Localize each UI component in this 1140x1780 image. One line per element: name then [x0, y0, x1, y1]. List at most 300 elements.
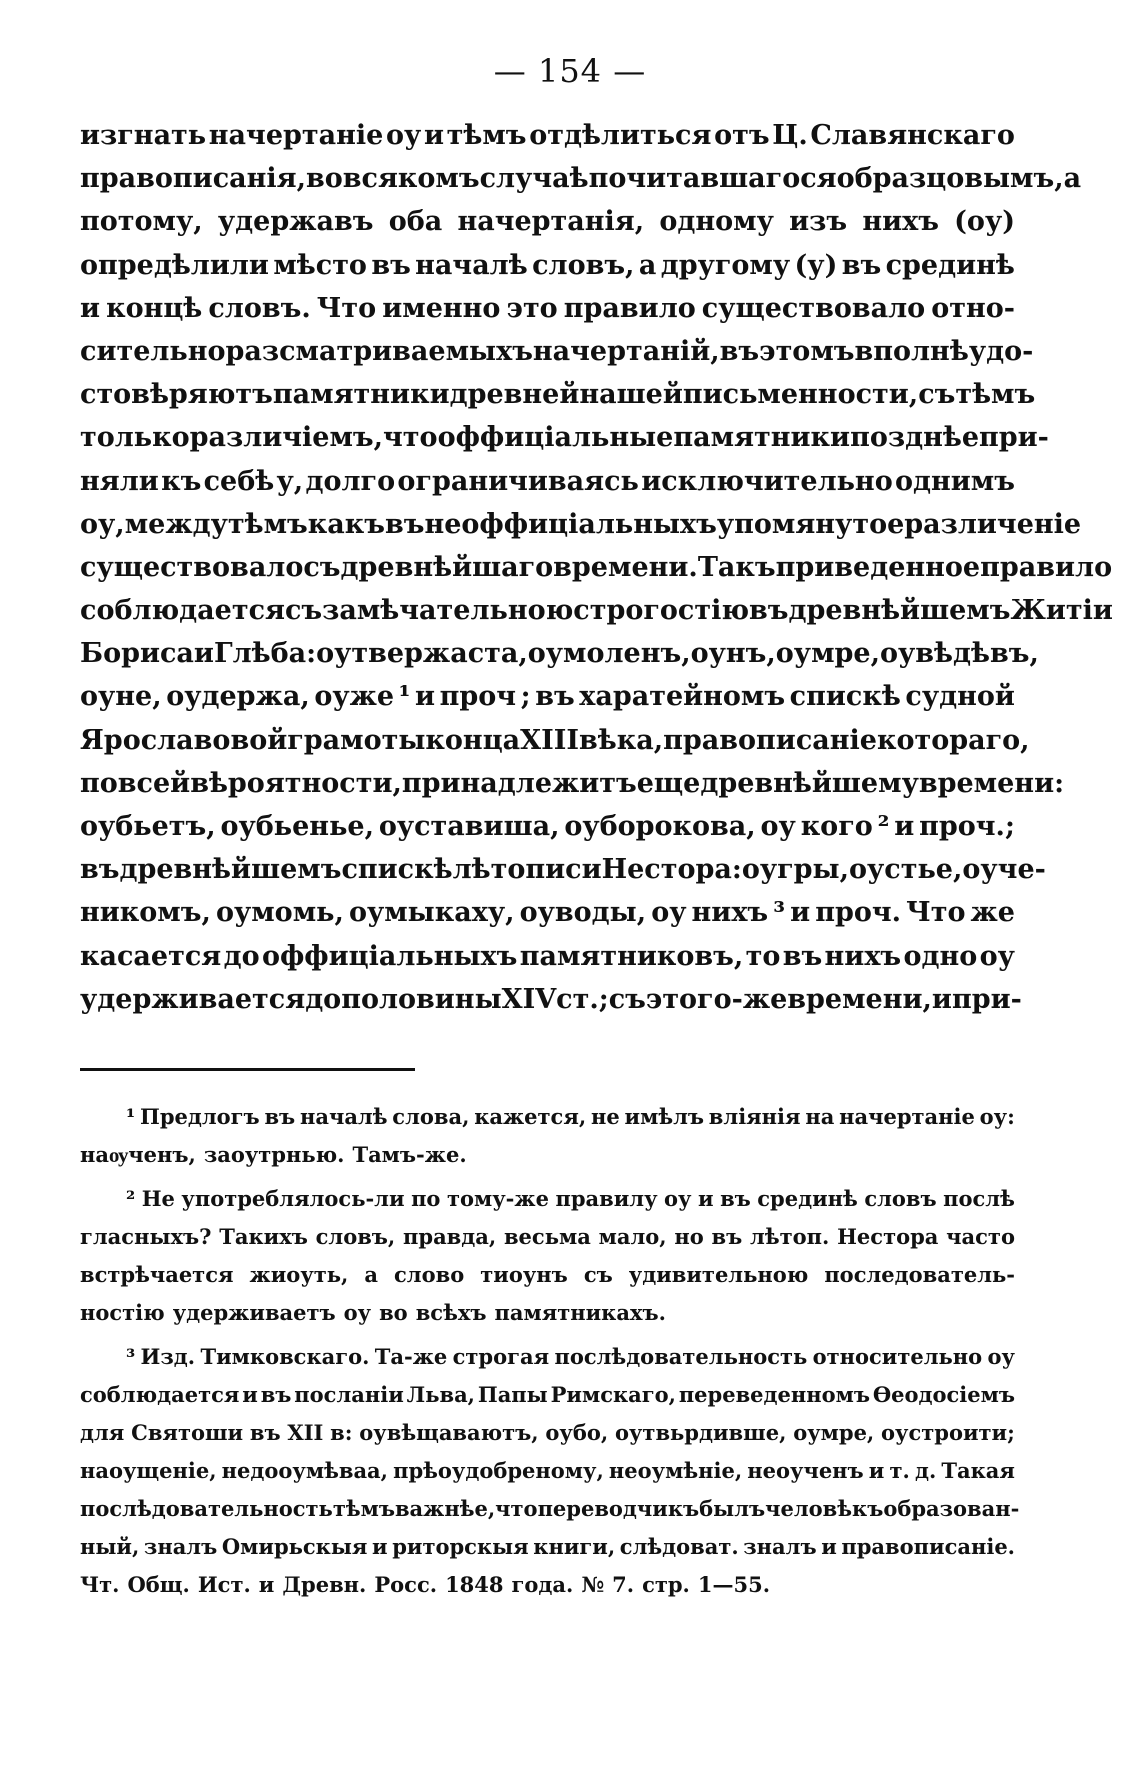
- word: различеніе: [904, 508, 1082, 540]
- word: оудержа,: [166, 681, 310, 713]
- word: именно: [382, 292, 501, 324]
- word: неоффиціальныхъ: [424, 508, 717, 540]
- word: концѣ: [106, 292, 203, 324]
- word: мѣсто: [273, 249, 367, 281]
- word: другому: [660, 249, 791, 281]
- word: въ: [80, 854, 120, 886]
- word: оубьетъ,: [80, 811, 216, 842]
- word: въ: [371, 249, 411, 281]
- word: ¹: [398, 681, 411, 713]
- footnote-line: [80, 1180, 1015, 1218]
- word: часто: [946, 1224, 1015, 1249]
- word: оу: [343, 1300, 372, 1325]
- word: т.: [889, 1458, 910, 1483]
- word: удерживаетъ: [172, 1300, 336, 1325]
- word: Что: [906, 897, 966, 929]
- word: что: [383, 422, 438, 454]
- word: стовѣряютъ: [80, 379, 273, 411]
- word: XII: [287, 1420, 324, 1445]
- word: имѣлъ: [624, 1104, 704, 1129]
- main-text-line: [80, 848, 1046, 891]
- footnote-line: [80, 1218, 1015, 1256]
- word: позднѣе: [850, 422, 980, 454]
- main-text-line: [80, 978, 1022, 1021]
- word: во: [306, 163, 343, 195]
- word: послѣдовательность: [554, 1344, 808, 1369]
- footnote-line: [80, 1528, 1015, 1566]
- word: это: [506, 292, 558, 324]
- word: конца: [425, 724, 521, 756]
- word: оу: [664, 1186, 692, 1211]
- word: гласныхъ?: [80, 1224, 212, 1249]
- word: Папы: [477, 1382, 548, 1407]
- word: Не: [141, 1186, 175, 1211]
- word: последователь-: [824, 1262, 1015, 1287]
- word: ³: [773, 897, 786, 929]
- word: древнѣйшемъ: [788, 595, 1011, 627]
- word: слѣдоват.: [619, 1534, 739, 1559]
- word: ²: [126, 1186, 136, 1211]
- word: срединѣ: [885, 249, 1015, 281]
- word: къ: [161, 465, 202, 497]
- footnote-line: [80, 1566, 1015, 1604]
- word: началѣ: [299, 1104, 388, 1129]
- word: памятникахъ.: [494, 1300, 666, 1325]
- word: этого-же: [645, 983, 788, 1015]
- word: Нестора:: [601, 854, 742, 886]
- word: въ: [841, 249, 882, 281]
- word: вѣроятности,: [190, 767, 402, 799]
- word: нихъ: [691, 897, 769, 929]
- word: спискѣ: [341, 854, 453, 886]
- word: оффиціальные: [437, 422, 674, 454]
- word: важнѣе,: [394, 1496, 496, 1521]
- word: оувѣдѣвъ,: [879, 638, 1039, 670]
- word: 1848: [445, 1572, 504, 1597]
- word: исключительно: [641, 465, 893, 497]
- word: въ: [264, 1104, 296, 1129]
- word: и: [868, 1458, 885, 1483]
- main-text-line: [80, 373, 1036, 416]
- word: въ: [782, 940, 823, 972]
- word: соблюдается: [80, 1382, 240, 1407]
- word: различіемъ,: [189, 422, 384, 454]
- word: проч.: [815, 897, 902, 929]
- word: и: [821, 1534, 837, 1559]
- word: нашей: [579, 379, 683, 411]
- word: ³: [126, 1344, 136, 1369]
- word: существовало: [701, 292, 926, 324]
- word: неоученъ: [747, 1458, 864, 1483]
- word: и: [894, 811, 915, 842]
- word: между: [124, 508, 228, 540]
- word: человѣкъ: [765, 1496, 884, 1521]
- word: зналъ: [143, 1534, 218, 1559]
- word: съ: [284, 595, 323, 627]
- word: Такъ: [697, 551, 776, 583]
- word: Такихъ: [219, 1224, 308, 1249]
- word: (у): [794, 249, 838, 281]
- main-text-line: [80, 632, 1039, 675]
- word: строгая: [452, 1344, 550, 1369]
- word: тиоунъ: [480, 1262, 568, 1287]
- main-text-line: [80, 114, 1015, 157]
- word: вліянія: [708, 1104, 801, 1129]
- main-text-line: [80, 935, 1015, 978]
- word: древней: [449, 379, 580, 411]
- word: въ: [384, 508, 425, 540]
- main-text-line: [80, 157, 1082, 200]
- word: оутвьрдивше,: [614, 1420, 787, 1445]
- word: XIV: [501, 983, 557, 1015]
- word: памятники: [673, 422, 851, 454]
- word: правописаніе: [663, 724, 877, 756]
- word: Росс.: [374, 1572, 438, 1597]
- word: послѣдовательность: [80, 1496, 333, 1521]
- word: для: [80, 1420, 125, 1445]
- word: былъ: [699, 1496, 766, 1521]
- word: кажется,: [474, 1104, 587, 1129]
- word: судной: [905, 681, 1015, 713]
- word: харатейномъ: [579, 681, 786, 713]
- word: одно: [903, 940, 978, 972]
- word: риторскыя: [392, 1534, 529, 1559]
- word: же: [970, 897, 1015, 929]
- word: удивительною: [628, 1262, 809, 1287]
- word: не: [590, 1104, 620, 1129]
- word: оуне,: [80, 681, 162, 713]
- word: а: [364, 1262, 378, 1287]
- word: древнѣйшаго: [340, 551, 554, 583]
- word: Льва,: [406, 1382, 475, 1407]
- word: посланіи: [294, 1382, 404, 1407]
- word: во: [379, 1300, 408, 1325]
- word: отдѣлиться: [529, 120, 712, 151]
- word: правда,: [403, 1224, 497, 1249]
- word: оу: [385, 120, 422, 151]
- word: и: [242, 1382, 258, 1407]
- word: до: [305, 983, 342, 1015]
- word: еще: [636, 767, 701, 799]
- word: оугры,: [741, 854, 850, 886]
- main-text-line: [80, 719, 1030, 762]
- word: оустье,: [849, 854, 963, 886]
- word: только: [80, 422, 190, 454]
- footnote-line: [80, 1098, 1015, 1136]
- word: тѣмъ: [227, 508, 308, 540]
- main-text-line: [80, 503, 1082, 546]
- main-text-line: [80, 546, 1113, 589]
- word: Ярославовой: [80, 724, 288, 756]
- word: тѣмъ: [955, 379, 1036, 411]
- word: оу: [987, 1344, 1015, 1369]
- word: оу:: [979, 1104, 1015, 1129]
- word: принадлежитъ: [401, 767, 637, 799]
- word: оу,: [80, 508, 125, 540]
- word: на: [805, 1104, 835, 1129]
- word: по: [80, 767, 118, 799]
- word: всей: [117, 767, 191, 799]
- word: употреблялось-ли: [181, 1186, 405, 1211]
- word: однимъ: [895, 465, 1015, 497]
- main-text-line: [80, 330, 1034, 373]
- word: заоутрнью.: [203, 1142, 345, 1167]
- word: приведенное: [775, 551, 981, 583]
- word: Чт.: [80, 1572, 120, 1597]
- word: въ: [749, 595, 789, 627]
- word: Такая: [941, 1458, 1015, 1483]
- word: няли: [80, 465, 159, 497]
- word: стр.: [642, 1572, 690, 1597]
- main-text: [80, 114, 1113, 1021]
- word: наѹченъ,: [80, 1142, 196, 1167]
- word: при-: [951, 983, 1022, 1015]
- word: упомянутое: [716, 508, 905, 540]
- word: времени.: [553, 551, 698, 583]
- word: Тамъ-же.: [352, 1142, 467, 1167]
- word: памятниковъ,: [519, 940, 744, 972]
- word: оуборокова,: [564, 811, 756, 842]
- main-text-line: [80, 762, 1065, 805]
- footnotes: [80, 1098, 1020, 1604]
- word: и: [372, 1534, 388, 1559]
- word: ст.;: [556, 983, 609, 1015]
- word: наоущеніе,: [80, 1458, 217, 1483]
- word: при-: [979, 422, 1049, 454]
- main-text-line: [80, 287, 1015, 330]
- word: правописаніе.: [841, 1534, 1015, 1559]
- word: в:: [330, 1420, 353, 1445]
- word: правило: [980, 551, 1113, 583]
- footnote-separator: [80, 1068, 415, 1071]
- word: оубо,: [545, 1420, 609, 1445]
- word: №: [581, 1572, 605, 1597]
- word: Нестора: [837, 1224, 939, 1249]
- main-text-line: [80, 200, 1015, 243]
- word: образцовымъ,: [836, 163, 1064, 195]
- word: д.: [914, 1458, 937, 1483]
- word: и: [415, 681, 436, 713]
- main-text-line: [80, 244, 1015, 287]
- word: и: [790, 897, 811, 929]
- word: вѣка,: [578, 724, 664, 756]
- word: почитавшагося: [588, 163, 837, 195]
- word: себѣ: [203, 465, 275, 497]
- word: недооумѣваа,: [221, 1458, 388, 1483]
- word: памятники: [272, 379, 450, 411]
- word: XIII: [520, 724, 579, 756]
- word: Древн.: [282, 1572, 367, 1597]
- word: въ: [720, 1186, 751, 1211]
- word: начертанія,: [457, 206, 645, 238]
- word: жиоуть,: [249, 1262, 349, 1287]
- word: срединѣ: [757, 1186, 858, 1211]
- word: разсматриваемыхъ: [225, 335, 533, 367]
- word: строгостію: [573, 595, 750, 627]
- word: ный,: [80, 1534, 140, 1559]
- word: съ: [608, 983, 646, 1015]
- word: изъ: [789, 206, 848, 238]
- word: письменности,: [682, 379, 919, 411]
- word: ²: [877, 811, 890, 842]
- word: Бориса: [80, 638, 194, 670]
- word: оуводы,: [519, 897, 647, 929]
- word: начертаніе: [208, 120, 384, 151]
- word: начертаніе: [839, 1104, 975, 1129]
- word: времени,: [787, 983, 932, 1015]
- main-text-line: [80, 675, 1015, 718]
- word: потому,: [80, 206, 203, 238]
- word: Предлогъ: [140, 1104, 260, 1129]
- word: котораго,: [876, 724, 1030, 756]
- word: Ѳеодосіемъ: [872, 1382, 1015, 1407]
- word: то: [745, 940, 781, 972]
- word: съ: [583, 1262, 613, 1287]
- word: оумре,: [775, 638, 880, 670]
- word: Омирьскыя: [221, 1534, 368, 1559]
- word: оуче-: [962, 854, 1046, 886]
- word: книги,: [533, 1534, 616, 1559]
- word: древнѣйшему: [700, 767, 919, 799]
- word: ограничиваясь: [397, 465, 639, 497]
- word: въ: [719, 335, 760, 367]
- word: въ: [249, 1420, 281, 1445]
- word: случаѣ: [479, 163, 589, 195]
- word: какъ: [307, 508, 385, 540]
- footnote-line: [80, 1338, 1015, 1376]
- word: Ист.: [197, 1572, 251, 1597]
- footnote-line: [80, 1294, 1015, 1332]
- word: до: [223, 940, 260, 972]
- word: съ: [303, 551, 341, 583]
- page-number: — 154 —: [493, 52, 647, 90]
- word: оуставиша,: [378, 811, 560, 842]
- word: оутвержаста,: [316, 638, 528, 670]
- footnote-line: [80, 1490, 1020, 1528]
- word: времени:: [918, 767, 1065, 799]
- word: прѣоудобреному,: [393, 1458, 604, 1483]
- word: оу: [651, 897, 687, 929]
- word: года.: [511, 1572, 574, 1597]
- main-text-line: [80, 891, 1015, 934]
- word: началѣ: [415, 249, 528, 281]
- word: и: [80, 292, 101, 324]
- word: начертаній,: [532, 335, 720, 367]
- word: Славянскаго: [810, 120, 1015, 151]
- word: удерживается: [80, 983, 306, 1015]
- word: оумыкаху,: [348, 897, 515, 929]
- word: (оу): [954, 206, 1015, 238]
- word: Ц.: [772, 120, 808, 151]
- word: оумоленъ,: [527, 638, 691, 670]
- word: и: [697, 1186, 714, 1211]
- word: въ: [711, 1224, 743, 1249]
- word: образован-: [883, 1496, 1020, 1521]
- word: проч.;: [919, 811, 1015, 842]
- word: касается: [80, 940, 222, 972]
- word: слово: [394, 1262, 465, 1287]
- word: Что: [316, 292, 377, 324]
- word: ;: [520, 681, 531, 713]
- word: оунъ,: [690, 638, 776, 670]
- word: удо-: [968, 335, 1034, 367]
- main-text-line: [80, 589, 1113, 632]
- word: грамоты: [287, 724, 426, 756]
- word: лѣтоп.: [750, 1224, 830, 1249]
- word: оу: [979, 940, 1015, 972]
- word: въ: [535, 681, 575, 713]
- word: оумомь,: [215, 897, 344, 929]
- word: всѣхъ: [415, 1300, 487, 1325]
- word: послѣ: [943, 1186, 1015, 1211]
- word: и: [258, 1572, 275, 1597]
- word: весьма: [503, 1224, 591, 1249]
- word: мало,: [598, 1224, 667, 1249]
- word: оба: [388, 206, 443, 238]
- word: зналъ: [743, 1534, 817, 1559]
- word: удержавъ: [217, 206, 374, 238]
- word: древнѣйшемъ: [119, 854, 342, 886]
- word: Изд.: [140, 1344, 196, 1369]
- word: переводчикъ: [537, 1496, 700, 1521]
- word: вполнѣ: [854, 335, 969, 367]
- main-text-line: [80, 460, 1015, 503]
- word: сительно: [80, 335, 226, 367]
- word: проч: [439, 681, 517, 713]
- word: соблюдается: [80, 595, 285, 627]
- word: Житіи: [1010, 595, 1113, 627]
- word: словъ,: [532, 249, 635, 281]
- word: тѣмъ: [332, 1496, 395, 1521]
- word: словъ.: [208, 292, 311, 324]
- main-text-line: [80, 416, 1049, 459]
- word: правило: [563, 292, 696, 324]
- word: одному: [659, 206, 774, 238]
- word: ¹: [126, 1104, 136, 1129]
- word: Глѣба:: [213, 638, 317, 670]
- word: и: [423, 120, 444, 151]
- footnote-line: [80, 1452, 1015, 1490]
- word: Общ.: [127, 1572, 190, 1597]
- word: словъ,: [315, 1224, 396, 1249]
- word: оубьенье,: [220, 811, 374, 842]
- word: замѣчательною: [322, 595, 574, 627]
- word: оувѣщаваютъ,: [359, 1420, 539, 1445]
- word: но: [674, 1224, 704, 1249]
- word: оумре,: [793, 1420, 875, 1445]
- word: переведенномъ: [678, 1382, 870, 1407]
- word: по: [411, 1186, 441, 1211]
- word: оуже: [314, 681, 395, 713]
- word: и: [931, 983, 952, 1015]
- word: лѣтописи: [452, 854, 602, 886]
- word: неоумѣніе,: [608, 1458, 743, 1483]
- word: долго: [305, 465, 396, 497]
- word: тѣмъ: [446, 120, 527, 151]
- word: встрѣчается: [80, 1262, 234, 1287]
- word: оу: [760, 811, 796, 842]
- word: что: [495, 1496, 538, 1521]
- word: изгнать: [80, 120, 207, 151]
- word: и: [193, 638, 214, 670]
- word: отъ: [714, 120, 770, 151]
- word: половины: [341, 983, 502, 1015]
- word: а: [1063, 163, 1082, 195]
- word: оффиціальныхъ: [261, 940, 518, 972]
- word: въ: [260, 1382, 292, 1407]
- word: кого: [800, 811, 873, 842]
- word: словъ: [864, 1186, 937, 1211]
